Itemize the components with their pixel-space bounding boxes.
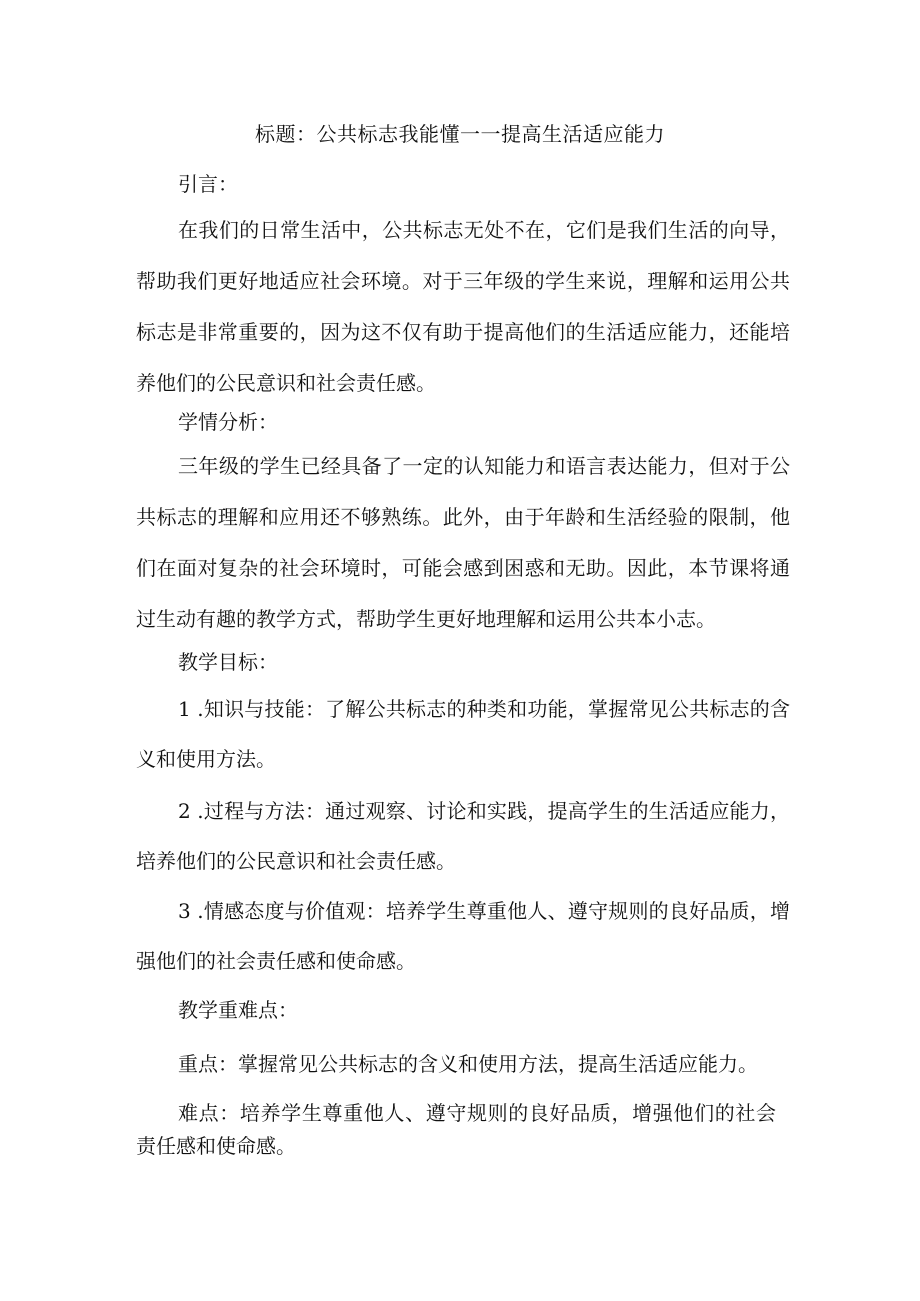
goal-item-2: 2 .过程与方法：通过观察、讨论和实践，提高学生的生活适应能力，培养他们的公民意识和社会责任感。 [136,799,790,873]
goals-heading: 教学目标： [178,650,278,674]
document-title: 标题：公共标志我能懂一一提高生活适应能力 [255,122,665,146]
intro-heading: 引言： [178,172,238,196]
goal-item-3: 3 .情感态度与价值观：培养学生尊重他人、遵守规则的良好品质，增强他们的社会责任感和使命感。 [136,899,790,973]
key-point-paragraph: 重点：掌握常见公共标志的含义和使用方法，提高生活适应能力。 [178,1052,758,1076]
difficulty-heading: 教学重难点： [178,998,298,1022]
difficult-point-paragraph: 难点：培养学生尊重他人、遵守规则的良好品质，增强他们的社会责任感和使命感。 [136,1101,776,1158]
intro-paragraph: 在我们的日常生活中，公共标志无处不在，它们是我们生活的向导，帮助我们更好地适应社会环境。对于三年级的学生来说，理解和运用公共标志是非常重要的，因为这不仅有助于提高他们的生活适应能力，还能培养他们的公民意识和社会责任感。 [136,218,790,395]
analysis-heading: 学情分析： [178,410,278,434]
goal-item-1: 1 .知识与技能：了解公共标志的种类和功能，掌握常见公共标志的含义和使用方法。 [136,697,790,771]
analysis-paragraph: 三年级的学生已经具备了一定的认知能力和语言表达能力，但对于公共标志的理解和应用还不够熟练。此外，由于年龄和生活经验的限制，他们在面对复杂的社会环境时，可能会感到困惑和无助。因此，本节课将通过生动有趣的教学方式，帮助学生更好地理解和运用公共本小志。 [136,454,790,631]
